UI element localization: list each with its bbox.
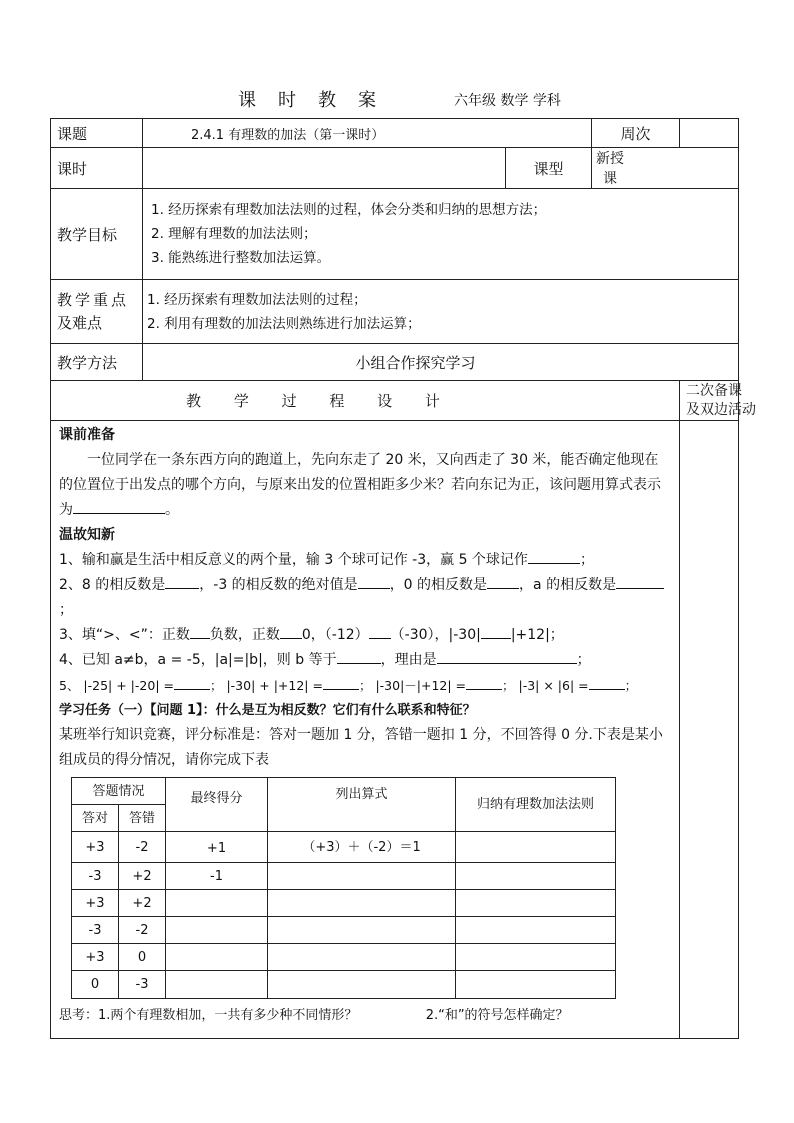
header-situation: 答题情况: [72, 778, 166, 805]
cell-correct: +3: [72, 832, 119, 863]
answer-blank[interactable]: [369, 624, 391, 639]
process-content: [51, 421, 680, 1039]
review-q4-text: 4、已知 a≠b，a = -5，|a|=|b|，则 b 等于: [59, 652, 337, 668]
task-paragraph: 某班举行知识竞赛，评分标准是：答对一题加 1 分，答错一题扣 1 分，不回答得 0 分.下表是某小组成员的得分情况，请你完成下表: [59, 727, 663, 768]
cell-formula[interactable]: [268, 917, 456, 944]
cell-wrong: +2: [119, 890, 166, 917]
answer-blank[interactable]: [165, 574, 199, 589]
cell-rule[interactable]: [456, 944, 616, 971]
cell-rule[interactable]: [456, 890, 616, 917]
cell-score: -1: [166, 863, 268, 890]
side-header-line1: 二次备课: [686, 382, 743, 399]
cell-wrong: -3: [119, 971, 166, 999]
lesson-plan-table: [50, 118, 757, 1039]
keypoints-row: [51, 280, 739, 344]
cell-rule[interactable]: [456, 971, 616, 999]
header-correct: 答对: [72, 805, 119, 832]
prep-end: 。: [165, 502, 179, 518]
answer-blank[interactable]: [466, 675, 502, 690]
side-column-body[interactable]: [680, 421, 739, 1039]
cell-correct: +3: [72, 944, 119, 971]
keypoints-label-line2: 及难点: [57, 313, 103, 332]
cell-score[interactable]: [166, 944, 268, 971]
method-label: 教学方法: [51, 344, 143, 381]
side-header-line2: 及双边活动: [686, 401, 757, 418]
page-subtitle: 六年级 数学 学科: [454, 93, 561, 109]
review-q3-text: 0，（-12）: [301, 627, 369, 643]
process-title: 教 学 过 程 设 计: [51, 381, 680, 421]
cell-formula: （+3）＋（-2）＝1: [268, 832, 456, 863]
process-header-row: [51, 381, 739, 421]
table-row: [72, 917, 616, 944]
side-column-header: [680, 381, 757, 421]
topic-row: [51, 119, 739, 148]
keypoints-content: [143, 280, 739, 344]
topic-label: 课题: [51, 119, 143, 148]
cell-wrong: 0: [119, 944, 166, 971]
review-q4-end: ；: [576, 652, 591, 668]
review-q4-text: ，理由是: [380, 652, 437, 668]
cell-correct: +3: [72, 890, 119, 917]
review-q2: [59, 573, 671, 623]
review-q5-text: 5、 |-25| + |-20| =: [59, 678, 174, 693]
objective-item: 3. 能熟练进行整数加法运算。: [151, 250, 331, 266]
answer-blank[interactable]: [337, 649, 381, 664]
review-q5-text: ； |-3| × |6| =: [502, 678, 589, 693]
header-score: 最终得分: [166, 778, 268, 832]
answer-blank[interactable]: [437, 649, 577, 664]
method-value: 小组合作探究学习: [143, 344, 739, 381]
cell-formula[interactable]: [268, 944, 456, 971]
cell-formula[interactable]: [268, 971, 456, 999]
think-question-1: 思考：1.两个有理数相加，一共有多少种不同情形？: [59, 1008, 358, 1023]
cell-formula[interactable]: [268, 863, 456, 890]
answer-blank[interactable]: [73, 499, 165, 514]
topic-value: 2.4.1 有理数的加法（第一课时）: [143, 119, 592, 148]
keypoints-label: [51, 280, 143, 344]
objectives-content: [143, 189, 739, 280]
method-row: [51, 344, 739, 381]
header-wrong: 答错: [119, 805, 166, 832]
review-q3-text: 3、填“>、<”：正数: [59, 627, 190, 643]
answer-blank[interactable]: [616, 574, 664, 589]
review-q2-text: ，-3 的相反数的绝对值是: [199, 577, 358, 593]
answer-blank[interactable]: [190, 624, 210, 639]
review-q1-text: 1、输和赢是生活中相反意义的两个量，输 3 个球可记作 -3，赢 5 个球记作: [59, 552, 528, 568]
keypoints-label-line1: 教学重点: [57, 290, 130, 309]
keypoint-item: 2. 利用有理数的加法法则熟练进行加法运算；: [147, 315, 421, 332]
cell-score: +1: [166, 832, 268, 863]
answer-blank[interactable]: [589, 675, 625, 690]
header-formula: 列出算式: [268, 778, 456, 832]
score-table: [71, 777, 616, 999]
answer-blank[interactable]: [358, 574, 390, 589]
review-q4: [59, 648, 671, 673]
cell-wrong: -2: [119, 832, 166, 863]
cell-rule[interactable]: [456, 863, 616, 890]
keypoint-item: 1. 经历探索有理数加法法则的过程；: [147, 291, 367, 308]
cell-score[interactable]: [166, 890, 268, 917]
table-row: [72, 863, 616, 890]
review-q3-text: （-30），|-30|: [390, 627, 481, 643]
table-row: [72, 832, 616, 863]
process-body-row: [51, 421, 739, 1039]
cell-wrong: -2: [119, 917, 166, 944]
answer-blank[interactable]: [323, 675, 359, 690]
think-questions: [59, 1003, 671, 1028]
review-q2-text: ，a 的相反数是: [519, 577, 617, 593]
review-q5-text: ； |-30|－|+12| =: [358, 678, 467, 693]
cell-formula[interactable]: [268, 890, 456, 917]
period-row: [51, 148, 739, 189]
review-q1-end: ；: [579, 552, 594, 568]
prep-paragraph: [59, 448, 671, 523]
cell-correct: 0: [72, 971, 119, 999]
answer-blank[interactable]: [528, 549, 580, 564]
objectives-row: [51, 189, 739, 280]
table-row: [72, 971, 616, 999]
review-q2-text: 2、8 的相反数是: [59, 577, 166, 593]
review-heading: 温故知新: [59, 527, 115, 543]
review-q5: [59, 673, 671, 698]
week-value: [680, 119, 739, 148]
table-row: [72, 944, 616, 971]
prep-text: 一位同学在一条东西方向的跑道上，先向东走了 20 米，又向西走了 30 米，能否确定他现在的位置位于出发点的哪个方向，与原来出发的位置相距多少米？若向东记为正，该问题用算式表示为: [59, 452, 661, 518]
think-question-2: 2.“和”的符号怎样确定？: [425, 1008, 569, 1023]
cell-score[interactable]: [166, 971, 268, 999]
week-label: 周次: [592, 119, 680, 148]
answer-blank[interactable]: [481, 624, 511, 639]
answer-blank[interactable]: [487, 574, 519, 589]
review-q5-end: ；: [624, 678, 638, 693]
page-title: 课时教案: [238, 90, 398, 111]
review-q2-end: ；: [59, 602, 73, 618]
objectives-label: 教学目标: [51, 189, 143, 280]
cell-rule[interactable]: [456, 832, 616, 863]
table-row: [72, 890, 616, 917]
header-rule: 归纳有理数加法法则: [456, 778, 616, 832]
cell-rule[interactable]: [456, 917, 616, 944]
prep-heading: 课前准备: [59, 427, 115, 443]
answer-blank[interactable]: [280, 624, 302, 639]
period-value: [143, 148, 506, 189]
cell-correct: -3: [72, 917, 119, 944]
review-q3-text: |+12|；: [510, 627, 564, 643]
type-value: 新授课: [592, 148, 739, 189]
cell-wrong: +2: [119, 863, 166, 890]
answer-blank[interactable]: [174, 675, 210, 690]
objective-item: 2. 理解有理数的加法法则；: [151, 226, 317, 242]
review-q3: [59, 623, 671, 648]
cell-score[interactable]: [166, 917, 268, 944]
task-heading: 学习任务（一）【问题 1】：什么是互为相反数？它们有什么联系和特征？: [59, 703, 476, 718]
objective-item: 1. 经历探索有理数加法法则的过程，体会分类和归纳的思想方法；: [151, 202, 547, 218]
review-q3-text: 负数，正数: [209, 627, 280, 643]
review-q5-text: ； |-30| + |+12| =: [209, 678, 323, 693]
cell-correct: -3: [72, 863, 119, 890]
period-label: 课时: [51, 148, 143, 189]
review-q2-text: ，0 的相反数是: [389, 577, 488, 593]
type-label: 课型: [506, 148, 592, 189]
review-q1: [59, 548, 671, 573]
